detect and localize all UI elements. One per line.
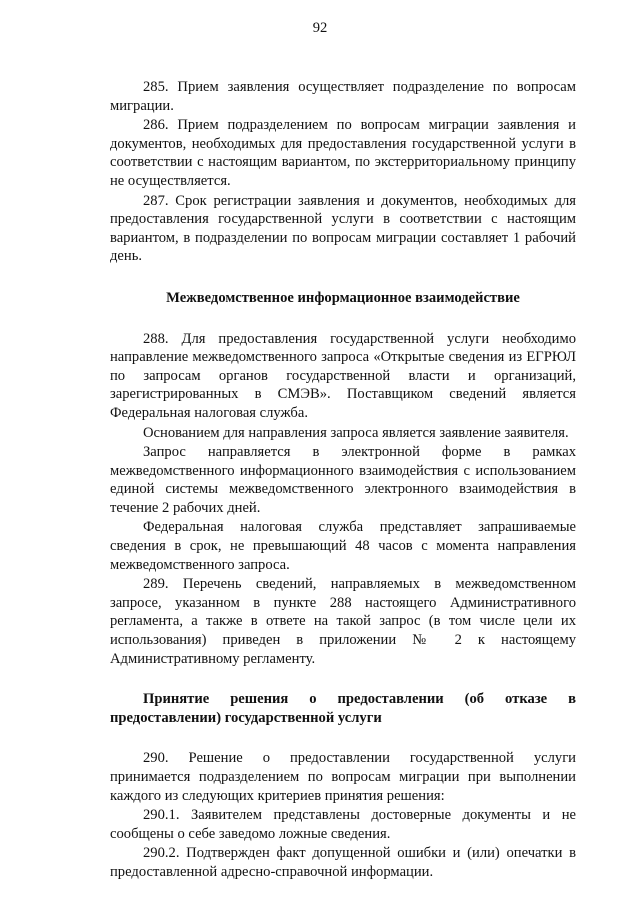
paragraph-request-basis: Основанием для направления запроса является заявление заявителя. (143, 424, 569, 441)
paragraph-request-form: Запрос направляется в электронной форме в рамках межведомственного информационного взаимодействия с использованием единой системы межведомственного электронного взаимодействия в течение 2 рабочих дней. (110, 444, 576, 516)
paragraph-287: 287. Срок регистрации заявления и документов, необходимых для предоставления государственной услуги в соответствии с настоящим вариантом, в подразделении по вопросам миграции составляет 1 рабочий день. (110, 192, 576, 265)
paragraph-290-2: 290.2. Подтвержден факт допущенной ошибки и (или) опечатки в предоставленной адресно-справочной информации. (110, 845, 576, 880)
paragraph-289: 289. Перечень сведений, направляемых в межведомственном запросе, указанном в пункте 288 настоящего Административного регламента, а также в ответе на такой запрос (в том числе цели их использования) приведен в приложении № 2 к настоящему Административному регламенту. (110, 576, 576, 667)
paragraph-response-time: Федеральная налоговая служба представляет запрашиваемые сведения в срок, не превышающий 48 часов с момента направления межведомственного запроса. (110, 519, 576, 573)
section-heading-interagency: Межведомственное информационное взаимодействие (166, 289, 520, 306)
page-number: 92 (312, 20, 328, 36)
paragraph-288: 288. Для предоставления государственной услуги необходимо направление межведомственного запроса «Открытые сведения из ЕГРЮЛ по запросам органов государственной власти и организаций, зарегистрированных в СМЭВ». Поставщиком сведений является Федеральная налоговая служба. (110, 330, 576, 421)
paragraph-290: 290. Решение о предоставлении государственной услуги принимается подразделением по вопросам миграции при выполнении каждого из следующих критериев принятия решения: (110, 750, 576, 804)
section-heading-decision: Принятие решения о предоставлении (об отказе в предоставлении) государственной услуги (110, 691, 576, 726)
paragraph-290-1: 290.1. Заявителем представлены достоверные документы и не сообщены о себе заведомо ложные сведения. (110, 807, 576, 842)
paragraph-286: 286. Прием подразделением по вопросам миграции заявления и документов, необходимых для предоставления государственной услуги в соответствии с настоящим вариантом, по экстерриториальному принципу не осуществляется. (110, 117, 576, 189)
document-body (110, 78, 576, 882)
paragraph-285: 285. Прием заявления осуществляет подразделение по вопросам миграции. (110, 79, 576, 114)
